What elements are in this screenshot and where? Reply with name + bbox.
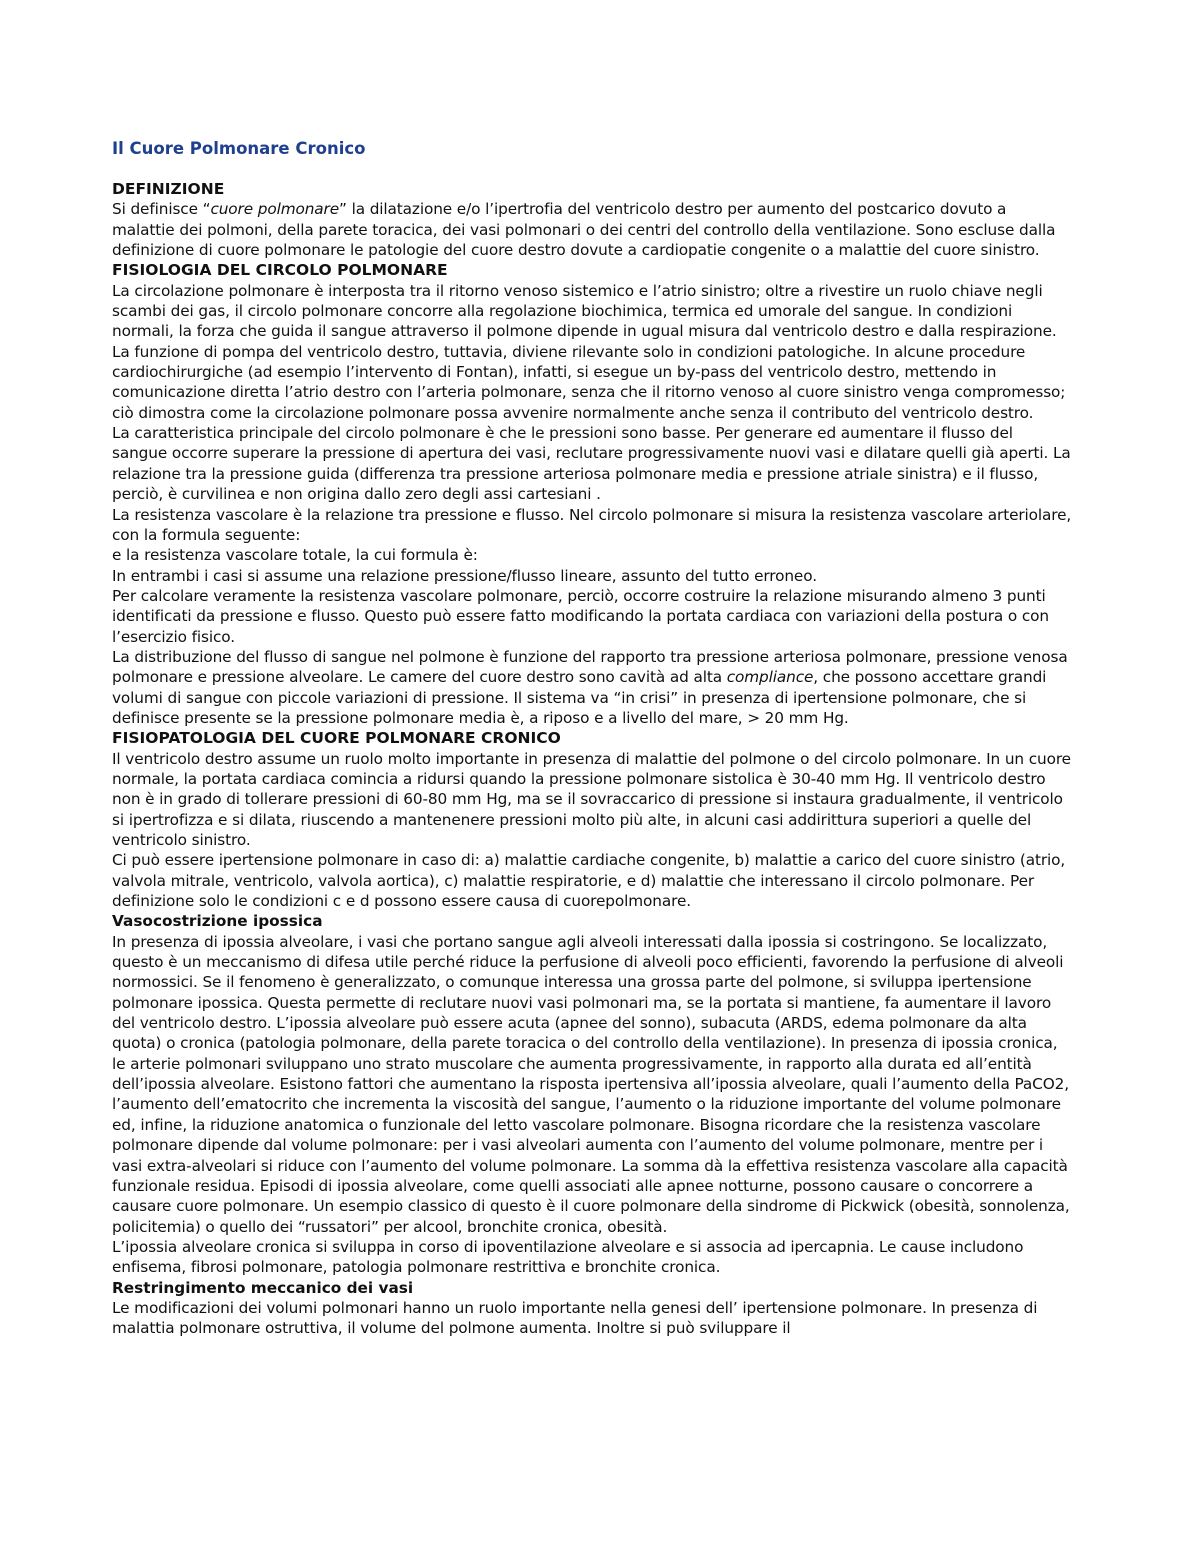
paragraph-fisiologia-5: In entrambi i casi si assume una relazione pressione/flusso lineare, assunto del tutto erroneo.	[112, 566, 817, 585]
heading-restringimento: Restringimento meccanico dei vasi	[112, 1278, 414, 1297]
paragraph-definizione: Si definisce “cuore polmonare” la dilatazione e/o l’ipertrofia del ventricolo destro per aumento del postcarico dovuto a malattie dei polmoni, della parete toracica, dei vasi polmonari o dei centri del controllo della ventilazione. Sono escluse dalla definizione di cuore polmonare le patologie del cuore destro dovute a cardiopatie congenite o a malattie del cuore sinistro.	[112, 200, 1056, 260]
paragraph-fisiologia-7: La distribuzione del flusso di sangue nel polmone è funzione del rapporto tra pressione arteriosa polmonare, pressione venosa polmonare e pressione alveolare. Le camere del cuore destro sono cavità ad alta compliance, che possono accettare grandi volumi di sangue con piccole variazioni di pressione. Il sistema va “in crisi” in presenza di ipertensione polmonare, che si definisce presente se la pressione polmonare media è, a riposo e a livello del mare, > 20 mm Hg.	[112, 647, 1068, 727]
paragraph-fisiologia-3: La resistenza vascolare è la relazione tra pressione e flusso. Nel circolo polmonare si misura la resistenza vascolare arteriolare, con la formula seguente:	[112, 505, 1072, 544]
heading-fisiologia: FISIOLOGIA DEL CIRCOLO POLMONARE	[112, 261, 448, 280]
paragraph-fisiologia-6: Per calcolare veramente la resistenza vascolare polmonare, perciò, occorre costruire la relazione misurando almeno 3 punti identificati da pressione e flusso. Questo può essere fatto modificando la portata cardiaca con variazioni della postura o con l’esercizio fisico.	[112, 586, 1049, 646]
heading-vasocostrizione: Vasocostrizione ipossica	[112, 912, 323, 931]
paragraph-vasocostrizione-1: In presenza di ipossia alveolare, i vasi che portano sangue agli alveoli interessati dalla ipossia si costringono. Se localizzato, questo è un meccanismo di difesa utile perché riduce la perfusione di alveoli poco efficienti, favorendo la perfusione di alveoli normossici. Se il fenomeno è generalizzato, o comunque interessa una grossa parte del polmone, si sviluppa ipertensione polmonare ipossica. Questa permette di reclutare nuovi vasi polmonari ma, se la portata si mantiene, fa aumentare il lavoro del ventricolo destro. L’ipossia alveolare può essere acuta (apnee del sonno), subacuta (ARDS, edema polmonare da alta quota) o cronica (patologia polmonare, della parete toracica o del controllo della ventilazione). In presenza di ipossia cronica, le arterie polmonari sviluppano uno strato muscolare che aumenta progressivamente, in rapporto alla durata ed all’entità dell’ipossia alveolare. Esistono fattori che aumentano la risposta ipertensiva all’ipossia alveolare, quali l’aumento della PaCO2, l’aumento dell’ematocrito che incrementa la viscosità del sangue, l’aumento o la riduzione importante del volume polmonare ed, infine, la riduzione anatomica o funzionale del letto vascolare polmonare. Bisogna ricordare che la resistenza vascolare polmonare dipende dal volume polmonare: per i vasi alveolari aumenta con l’aumento del volume polmonare, mentre per i vasi extra-alveolari si riduce con l’aumento del volume polmonare. La somma dà la effettiva resistenza vascolare alla capacità funzionale residua. Episodi di ipossia alveolare, come quelli associati alle apnee notturne, possono causare o concorrere a causare cuore polmonare. Un esempio classico di questo è il cuore polmonare della sindrome di Pickwick (obesità, sonnolenza, policitemia) o quello dei “russatori” per alcool, bronchite cronica, obesità.	[112, 932, 1070, 1236]
heading-definizione: DEFINIZIONE	[112, 180, 225, 198]
paragraph-vasocostrizione-2: L’ipossia alveolare cronica si sviluppa in corso di ipoventilazione alveolare e si associa ad ipercapnia. Le cause includono enfisema, fibrosi polmonare, patologia polmonare restrittiva e bronchite cronica.	[112, 1237, 1024, 1277]
paragraph-fisiologia-2: La caratteristica principale del circolo polmonare è che le pressioni sono basse. Per generare ed aumentare il flusso del sangue occorre superare la pressione di apertura dei vasi, reclutare progressivamente nuovi vasi e dilatare quelli già aperti. La relazione tra la pressione guida (differenza tra pressione arteriosa polmonare media e pressione atriale sinistra) e il flusso, perciò, è curvilinea e non origina dallo zero degli assi cartesiani .	[112, 424, 1071, 504]
document-page	[112, 138, 1072, 1339]
paragraph-fisiologia-4: e la resistenza vascolare totale, la cui formula è:	[112, 546, 478, 565]
document-title: Il Cuore Polmonare Cronico	[112, 139, 366, 158]
paragraph-fisiopatologia-2: Ci può essere ipertensione polmonare in caso di: a) malattie cardiache congenite, b) malattie a carico del cuore sinistro (atrio, valvola mitrale, ventricolo, valvola aortica), c) malattie respiratorie, e d) malattie che interessano il circolo polmonare. Per definizione solo le condizioni c e d possono essere causa di cuorepolmonare.	[112, 851, 1066, 911]
emphasis-compliance: compliance	[726, 668, 814, 687]
paragraph-fisiologia-1: La circolazione polmonare è interposta tra il ritorno venoso sistemico e l’atrio sinistro; oltre a rivestire un ruolo chiave negli scambi dei gas, il circolo polmonare concorre alla regolazione biochimica, termica ed umorale del sangue. In condizioni normali, la forza che guida il sangue attraverso il polmone dipende in ugual misura dal ventricolo destro e dalla respirazione. La funzione di pompa del ventricolo destro, tuttavia, diviene rilevante solo in condizioni patologiche. In alcune procedure cardiochirurgiche (ad esempio l’intervento di Fontan), infatti, si esegue un by-pass del ventricolo destro, mettendo in comunicazione diretta l’atrio destro con l’arteria polmonare, senza che il ritorno venoso al cuore sinistro venga compromesso; ciò dimostra come la circolazione polmonare possa avvenire normalmente anche senza il contributo del ventricolo destro.	[112, 281, 1066, 422]
heading-fisiopatologia: FISIOPATOLOGIA DEL CUORE POLMONARE CRONICO	[112, 729, 561, 748]
paragraph-restringimento-1: Le modificazioni dei volumi polmonari hanno un ruolo importante nella genesi dell’ ipertensione polmonare. In presenza di malattia polmonare ostruttiva, il volume del polmone aumenta. Inoltre si può sviluppare il	[112, 1298, 1038, 1338]
paragraph-fisiopatologia-1: Il ventricolo destro assume un ruolo molto importante in presenza di malattie del polmone o del circolo polmonare. In un cuore normale, la portata cardiaca comincia a ridursi quando la pressione polmonare sistolica è 30-40 mm Hg. Il ventricolo destro non è in grado di tollerare pressioni di 60-80 mm Hg, ma se il sovraccarico di pressione si instaura gradualmente, il ventricolo si ipertrofizza e si dilata, riuscendo a mantenenere pressioni molto più alte, in alcuni casi addirittura superiori a quelle del ventricolo sinistro.	[112, 749, 1071, 849]
emphasis-cuore-polmonare: cuore polmonare	[210, 200, 340, 219]
